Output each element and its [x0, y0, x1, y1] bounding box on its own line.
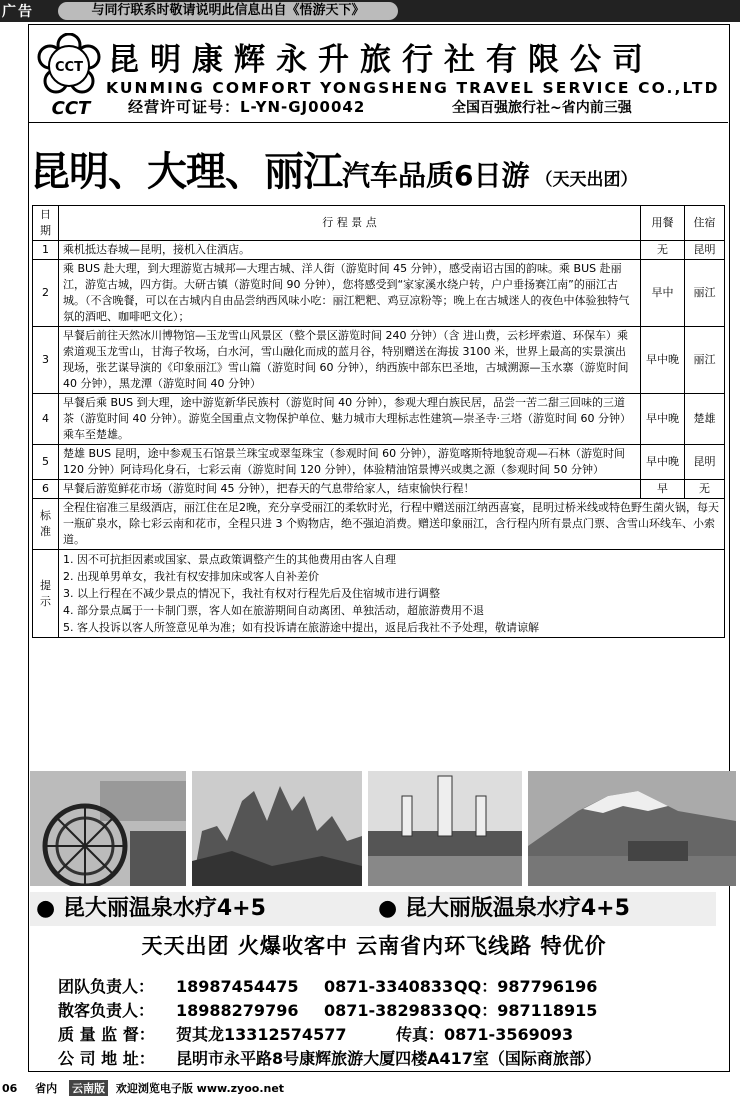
fax-number: 0871-3569093: [444, 1025, 574, 1044]
footer-section: 省内: [35, 1082, 58, 1095]
header-meal: 用餐: [641, 206, 685, 241]
supervision-row: [58, 1023, 601, 1047]
slogan: 天天出团 火爆收客中 云南省内环飞线路 特优价: [141, 934, 607, 958]
top-bar: [0, 0, 740, 22]
row-day: 5: [33, 445, 59, 480]
itinerary-table: [32, 205, 725, 638]
table-row: [33, 394, 725, 445]
contacts: [58, 975, 601, 1071]
row-day: 2: [33, 260, 59, 327]
contact-phone: 0871-3340833: [324, 977, 454, 996]
logo-ring-text: CCT: [55, 60, 83, 75]
row-desc: 早餐后游览鲜花市场（游览时间 45 分钟），把春天的气息带给家人，结束愉快行程！: [59, 480, 641, 499]
page-footer: [2, 1080, 738, 1098]
waterwheel-photo: [30, 771, 186, 886]
row-day: 3: [33, 327, 59, 394]
row-meal: 无: [641, 241, 685, 260]
contact-qq-label: QQ：: [454, 977, 498, 996]
fax-label: 传真：: [396, 1025, 445, 1044]
snow-mountain-photo: [528, 771, 736, 886]
company-rank: 全国百强旅行社~省内前三强: [452, 100, 632, 116]
tips-label: 提示: [33, 550, 59, 638]
table-row: [33, 445, 725, 480]
row-hotel: 丽江: [685, 260, 725, 327]
ad-label: 广告: [2, 4, 34, 20]
standard-text: 全程住宿准三星级酒店，丽江住在足2晚，充分享受丽江的柔软时光，行程中赠送丽江纳西喜宴，昆明过桥米线或特色野生菌火锅，每天一瓶矿泉水，除七彩云南和花市，全程只进 3 个购物店，绝不强迫消费。赠送印象丽江，含行程内所有景点门票、含雪山环线车、小索道。: [59, 499, 725, 550]
row-day: 1: [33, 241, 59, 260]
row-meal: 早中: [641, 260, 685, 327]
contact-mobile: 18987454475: [176, 977, 299, 996]
tip-item: 2. 出现单男单女，我社有权安排加床或客人自补差价: [63, 570, 319, 583]
page-number: 06: [2, 1081, 18, 1095]
tip-item: 4. 部分景点属于一卡制门票，客人如在旅游期间自动离团、单独活动，超旅游费用不退: [63, 604, 484, 617]
row-desc: 乘 BUS 赴大理，到大理游览古城邦—大理古城、洋人街（游览时间 45 分钟），感受南诏古国的韵味。乘 BUS 赴丽江，游览古城，四方街。大研古镇（游览时间 90 分钟），您将感受到“家家溪水绕户转，户户垂扬赛江南”的丽江古城。（不含晚餐，可以在古城内自由品尝纳西风味小吃：丽江粑粑、鸡豆凉粉等；晚上在古城迷人的夜色中体验独特气氛的酒吧、咖啡吧文化）；: [59, 260, 641, 327]
supervision-label: 质 量 监 督：: [58, 1025, 155, 1044]
row-day: 6: [33, 480, 59, 499]
row-hotel: 昆明: [685, 445, 725, 480]
stone-forest-photo: [192, 771, 362, 886]
row-hotel: 楚雄: [685, 394, 725, 445]
table-row: [33, 241, 725, 260]
company-name-en: KUNMING COMFORT YONGSHENG TRAVEL SERVICE CO.,LTD: [106, 79, 720, 97]
footer-website: 欢迎浏览电子版 www.zyoo.net: [115, 1082, 285, 1095]
contact-qq: 987796196: [497, 977, 598, 996]
supervision-value: 贺其龙13312574577: [176, 1025, 347, 1044]
footer-edition-tag: 云南版: [69, 1080, 108, 1096]
row-desc: 乘机抵达春城—昆明，接机入住酒店。: [59, 241, 641, 260]
banner-hot-spring-package-2: ● 昆大丽版温泉水疗4+5: [372, 892, 716, 926]
tip-item: 1. 因不可抗拒因素或国家、景点政策调整产生的其他费用由客人自理: [63, 553, 396, 566]
row-desc: 早餐后乘 BUS 到大理，途中游览新华民族村（游览时间 40 分钟），参观大理白族民居，品尝一苦二甜三回味的三道茶（游览时间 40 分钟）。游览全国重点文物保护单位、魅力城市大理标志性建筑—崇圣寺·三塔（游览时间 60 分钟）乘车至楚雄。: [59, 394, 641, 445]
headline-departure: （天天出团）: [535, 170, 638, 190]
address-label: 公 司 地 址：: [58, 1049, 155, 1068]
row-hotel: 无: [685, 480, 725, 499]
table-row: [33, 260, 725, 327]
headline-destinations: 昆明、大理、丽江: [30, 148, 342, 195]
tips-list: [59, 550, 725, 638]
tip-item: 3. 以上行程在不减少景点的情况下，我社有权对行程先后及住宿城市进行调整: [63, 587, 440, 600]
row-hotel: 昆明: [685, 241, 725, 260]
contact-qq-label: QQ：: [454, 1001, 498, 1020]
address-value: 昆明市永平路8号康辉旅游大厦四楼A417室（国际商旅部）: [176, 1049, 601, 1068]
headline-product: 汽车品质6日游: [342, 159, 530, 192]
contact-mobile: 18988279796: [176, 1001, 299, 1020]
table-header-row: [33, 206, 725, 241]
contact-label: 散客负责人：: [58, 1001, 155, 1020]
contact-qq: 987118915: [497, 1001, 598, 1020]
banner-hot-spring-package-1: ● 昆大丽温泉水疗4+5: [30, 892, 374, 926]
header-itinerary: 行 程 景 点: [59, 206, 641, 241]
company-name-cn: 昆明康辉永升旅行社有限公司: [108, 42, 654, 78]
header-hotel: 住宿: [685, 206, 725, 241]
tip-item: 5. 客人投诉以客人所签意见单为准；如有投诉请在旅游途中提出，返昆后我社不予处理，敬请谅解: [63, 621, 539, 634]
standard-label: 标准: [33, 499, 59, 550]
three-pagodas-photo: [368, 771, 522, 886]
contact-row: [58, 999, 601, 1023]
address-row: [58, 1047, 601, 1071]
table-row: [33, 480, 725, 499]
standard-row: [33, 499, 725, 550]
row-meal: 早: [641, 480, 685, 499]
tips-row: [33, 550, 725, 638]
header-day: 日期: [33, 206, 59, 241]
row-day: 4: [33, 394, 59, 445]
row-hotel: 丽江: [685, 327, 725, 394]
divider: [28, 122, 728, 123]
row-meal: 早中晚: [641, 445, 685, 480]
row-meal: 早中晚: [641, 327, 685, 394]
contact-label: 团队负责人：: [58, 977, 155, 996]
license-number: 经营许可证号：L-YN-GJ00042: [128, 98, 366, 116]
logo-text: CCT: [51, 98, 91, 119]
photo-strip: [30, 771, 736, 887]
row-meal: 早中晚: [641, 394, 685, 445]
headline: [30, 140, 637, 197]
row-desc: 楚雄 BUS 昆明，途中参观玉石馆景兰珠宝或翠玺珠宝（参观时间 60 分钟），游览喀斯特地貌奇观—石林（游览时间 120 分钟）阿诗玛化身石，七彩云南（游览时间 120 分钟），体验精油馆景博兴或奥之源（参观时间 50 分钟）: [59, 445, 641, 480]
contact-row: [58, 975, 601, 999]
notice-text: 与同行联系时敬请说明此信息出自《悟游天下》: [58, 2, 398, 20]
row-desc: 早餐后前往天然冰川博物馆—玉龙雪山风景区（整个景区游览时间 240 分钟）（含 进山费，云杉坪索道、环保车）乘索道观玉龙雪山，甘海子牧场，白水河，雪山融化而成的蓝月谷，特别赠送在海拔 3100 米，世界上最高的实景演出现场，张艺谋导演的《印象丽江》雪山篇（游览时间 60 分钟），纳西族中部东巴圣地，古城溯源—玉水寨（游览时间 40 分钟），黑龙潭（游览时间 40 分钟）: [59, 327, 641, 394]
cct-logo-icon: [36, 33, 102, 99]
table-row: [33, 327, 725, 394]
contact-phone: 0871-3829833: [324, 1001, 454, 1020]
